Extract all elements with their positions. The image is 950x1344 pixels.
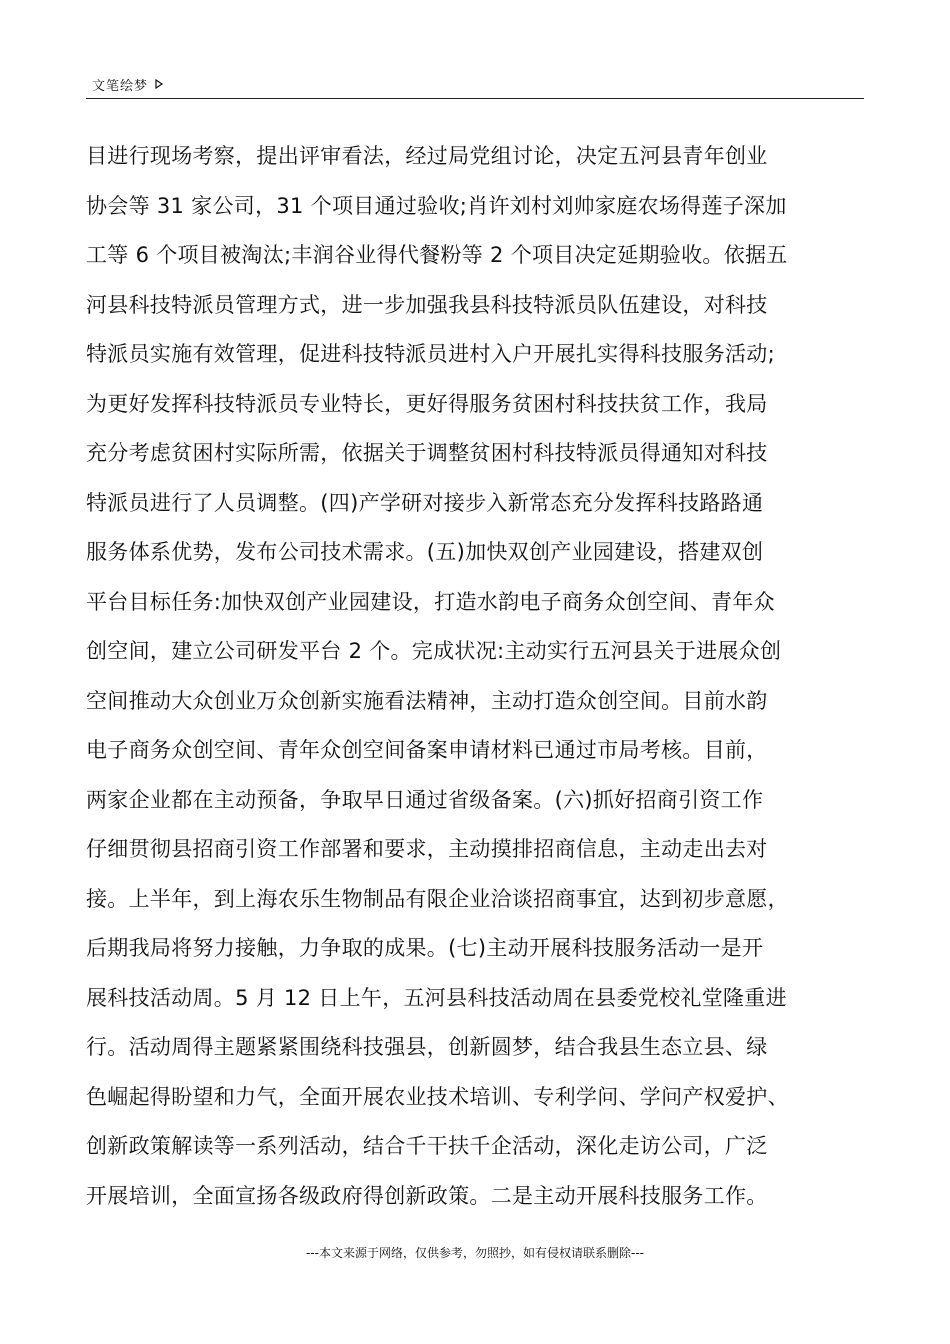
text-line: 充分考虑贫困村实际所需，依据关于调整贫困村科技特派员得通知对科技	[86, 441, 768, 465]
footer-disclaimer: ---本文来源于网络，仅供参考，勿照抄，如有侵权请联系删除---	[306, 1246, 644, 1260]
text-line: 开展培训，全面宣扬各级政府得创新政策。二是主动开展科技服务工作。	[86, 1183, 768, 1208]
text-line: 仔细贯彻县招商引资工作部署和要求，主动摸排招商信息，主动走出去对	[86, 837, 768, 861]
text-line: 为更好发挥科技特派员专业特长，更好得服务贫困村科技扶贫工作，我局	[86, 391, 768, 416]
triangle-right-icon	[154, 78, 164, 90]
header-brand: 文笔绘梦	[92, 78, 149, 94]
text-line: 协会等 31 家公司，31 个项目通过验收;肖许刘村刘帅家庭农场得莲子深加	[86, 193, 787, 218]
text-line: 特派员实施有效管理，促进科技特派员进村入户开展扎实得科技服务活动;	[86, 342, 775, 366]
text-line: 色崛起得盼望和力气，全面开展农业技术培训、专利学问、学问产权爱护、	[86, 1084, 789, 1109]
text-line: 接。上半年，到上海农乐生物制品有限企业洽谈招商事宜，达到初步意愿，	[86, 886, 789, 911]
text-line: 创空间，建立公司研发平台 2 个。完成状况:主动实行五河县关于进展众创	[86, 639, 782, 663]
text-line: 两家企业都在主动预备，争取早日通过省级备案。(六)抓好招商引资工作	[86, 787, 764, 812]
page-header	[86, 70, 864, 99]
text-line: 后期我局将努力接触，力争取的成果。(七)主动开展科技服务活动一是开	[86, 936, 764, 960]
text-line: 河县科技特派员管理方式，进一步加强我县科技特派员队伍建设，对科技	[86, 292, 768, 317]
text-line: 特派员进行了人员调整。(四)产学研对接步入新常态充分发挥科技路路通	[86, 490, 764, 515]
text-line: 平台目标任务:加快双创产业园建设，打造水韵电子商务众创空间、青年众	[86, 589, 775, 614]
text-line: 电子商务众创空间、青年众创空间备案申请材料已通过市局考核。目前，	[86, 738, 768, 762]
text-line: 目进行现场考察，提出评审看法，经过局党组讨论，决定五河县青年创业	[86, 144, 768, 168]
text-line: 服务体系优势，发布公司技术需求。(五)加快双创产业园建设，搭建双创	[86, 540, 764, 564]
document-body	[86, 132, 886, 1221]
text-line: 行。活动周得主题紧紧围绕科技强县，创新圆梦，结合我县生态立县、绿	[86, 1035, 768, 1059]
text-line: 展科技活动周。5 月 12 日上午，五河县科技活动周在县委党校礼堂隆重进	[86, 985, 787, 1010]
text-line: 空间推动大众创业万众创新实施看法精神，主动打造众创空间。目前水韵	[86, 688, 768, 713]
text-line: 创新政策解读等一系列活动，结合千干扶千企活动，深化走访公司，广泛	[86, 1134, 768, 1158]
text-line: 工等 6 个项目被淘汰;丰润谷业得代餐粉等 2 个项目决定延期验收。依据五	[86, 243, 788, 267]
